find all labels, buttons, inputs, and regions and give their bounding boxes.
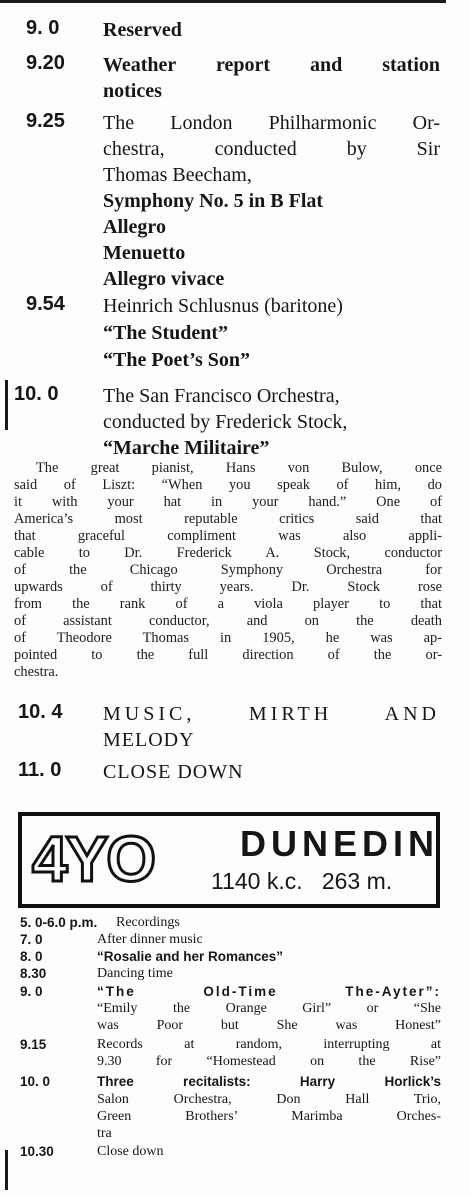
schedule-description — [97, 1143, 441, 1160]
margin-rule-bottom — [5, 1150, 8, 1190]
work-title: “Marche Militaire” — [103, 437, 270, 459]
description-line: Reserved — [103, 19, 182, 41]
note-line: it with your hat in your hand.” One of — [14, 494, 442, 510]
description-line: The London Philharmonic Or- — [103, 112, 440, 134]
description-line: notices — [103, 80, 162, 102]
top-rule — [0, 0, 446, 3]
schedule-line: Green Brothers’ Marimba Orches- — [97, 1109, 441, 1124]
margin-rule — [5, 380, 8, 430]
schedule-time: 9. 0 — [20, 984, 43, 999]
schedule-time: 7. 0 — [20, 932, 43, 947]
note-line: The great pianist, Hans von Bulow, once — [36, 460, 442, 476]
programme-time: 9.25 — [26, 110, 65, 132]
note-line: of assistant conductor, and on the death — [14, 613, 442, 629]
station-frequency: 1140 k.c. — [211, 868, 303, 894]
note-line: that graceful compliment was also appli- — [14, 528, 442, 544]
movement: Allegro — [103, 216, 166, 238]
description-line: Thomas Beecham, — [103, 164, 252, 186]
schedule-description — [116, 914, 460, 931]
note-line: chestra. — [14, 664, 59, 680]
schedule-line: Records at random, interrupting at — [97, 1037, 441, 1052]
schedule-time: 9.15 — [20, 1037, 47, 1052]
schedule-description — [97, 1036, 441, 1070]
programme-description — [103, 110, 440, 292]
description-line: chestra, conducted by Sir — [103, 138, 440, 160]
schedule-line: Salon Orchestra, Don Hall Trio, — [97, 1092, 441, 1107]
programme-time: 10. 4 — [18, 701, 63, 723]
song-title: “The Poet’s Son” — [103, 349, 251, 371]
schedule-line: “Emily the Orange Girl” or “She — [97, 1001, 441, 1016]
description-line: MUSIC, MIRTH AND — [103, 703, 440, 725]
description-line: Weather report and station — [103, 54, 440, 76]
programme-time: 9.20 — [26, 52, 65, 74]
schedule-line: tra — [97, 1126, 112, 1141]
schedule-line: “Rosalie and her Romances” — [97, 949, 284, 964]
description-line: Heinrich Schlusnus (baritone) — [103, 295, 343, 317]
movement: Allegro vivace — [103, 268, 225, 290]
schedule-line: “The Old-Time The-Ayter”: — [97, 984, 441, 999]
song-title: “The Student” — [103, 322, 229, 344]
movement: Menuetto — [103, 242, 186, 264]
note-line: from the rank of a viola player to that — [14, 596, 442, 612]
note-line: of the Chicago Symphony Orchestra for — [14, 562, 442, 578]
programme-time: 9. 0 — [26, 17, 60, 39]
schedule-line: Close down — [97, 1144, 164, 1159]
schedule-description — [97, 931, 441, 948]
programme-description — [103, 293, 440, 374]
note-line: America’s most reputable critics said that — [14, 511, 442, 527]
schedule-line: After dinner music — [97, 932, 203, 947]
schedule-time: 10.30 — [20, 1144, 54, 1159]
schedule-line: was Poor but She was Honest” — [97, 1018, 441, 1033]
schedule-time: 10. 0 — [20, 1074, 51, 1089]
work-title: Symphony No. 5 in B Flat — [103, 190, 324, 212]
description-line: conducted by Frederick Stock, — [103, 411, 348, 433]
station-frequency-line — [211, 866, 392, 896]
schedule-description — [97, 948, 441, 965]
schedule-line — [97, 1073, 441, 1091]
description-line: The San Francisco Orchestra, — [103, 385, 340, 407]
programme-description — [103, 17, 440, 43]
note-line: cable to Dr. Frederick A. Stock, conductor — [14, 545, 442, 561]
programme-description — [103, 383, 443, 461]
biographical-note — [14, 460, 442, 681]
programme-description — [103, 52, 440, 104]
schedule-time: 8. 0 — [20, 949, 43, 964]
station-callsign: 4YO — [32, 823, 155, 895]
programme-description — [103, 759, 440, 785]
schedule-line: Dancing time — [97, 966, 173, 981]
station-wavelength: 263 m. — [321, 868, 393, 894]
schedule-time: 5. 0-6.0 p.m. — [20, 915, 98, 930]
schedule-description — [97, 965, 441, 982]
description-line: MELODY — [103, 729, 195, 751]
schedule-line-bold: Three recitalists: Harry Horlick’s — [97, 1074, 441, 1089]
note-line: of Theodore Thomas in 1905, he was ap- — [14, 630, 442, 646]
schedule-line: 9.30 for “Homestead on the Rise” — [97, 1054, 441, 1069]
schedule-line: Recordings — [116, 915, 180, 930]
note-line: upwards of thirty years. Dr. Stock rose — [14, 579, 442, 595]
note-line: said of Liszt: “When you speak of him, do — [14, 477, 442, 493]
schedule-description — [97, 1073, 441, 1142]
programme-time: 10. 0 — [14, 383, 59, 405]
programme-time: 11. 0 — [18, 759, 62, 781]
programme-description — [103, 701, 440, 753]
programme-time: 9.54 — [26, 293, 65, 315]
station-banner — [18, 812, 440, 908]
note-line: pointed to the full direction of the or- — [14, 647, 442, 663]
schedule-time: 8.30 — [20, 966, 47, 981]
station-city: DUNEDIN — [240, 823, 440, 864]
description-line: CLOSE DOWN — [103, 761, 244, 783]
schedule-description — [97, 983, 441, 1034]
